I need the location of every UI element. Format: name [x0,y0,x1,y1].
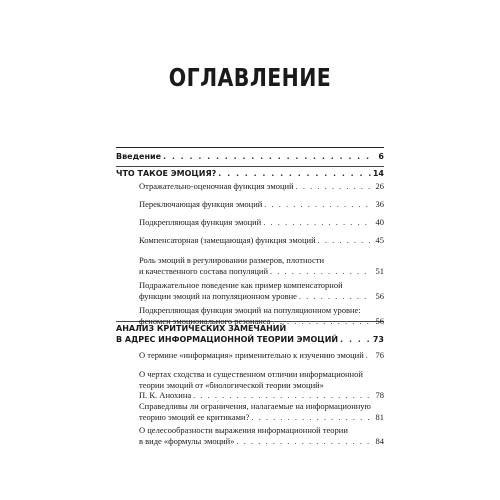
toc-entry-title-line: В АДРЕС ИНФОРМАЦИОННОЙ ТЕОРИИ ЭМОЦИЙ [116,334,339,344]
toc-entry-title-line: АНАЛИЗ КРИТИЧЕСКИХ ЗАМЕЧАНИЙ [116,324,287,333]
toc-page-number: 51 [375,265,384,276]
toc-page-number: 84 [375,435,384,446]
toc-entry[interactable] [139,425,384,446]
toc-page-number: 76 [375,350,384,360]
toc-page-number: 78 [375,390,384,401]
toc-entry-title-line: Компенсаторная (замещающая) функция эмоций [139,235,316,245]
top-rule [116,147,384,148]
toc-entry[interactable] [139,401,384,422]
toc-entry-title-line: феномен эмоционального резонанса [139,315,271,326]
section-divider [116,166,384,167]
toc-entry-title-line: в виде «формулы эмоций» [139,435,235,446]
toc-entry[interactable] [139,255,384,276]
toc-page-number: 40 [375,217,384,227]
dot-leader [218,169,371,180]
toc-entry[interactable] [139,217,384,228]
toc-entry-title-line: Подкрепляющая функция эмоций [139,217,262,227]
toc-entry[interactable] [139,280,384,301]
toc-page-number: 81 [375,411,384,422]
toc-entry[interactable] [139,305,384,326]
toc-page-number: 26 [375,181,384,191]
toc-entry-title-line: теории эмоций от «биологической теории эмоций» [139,379,324,390]
toc-entry-title-line: Подражательное поведение как пример компенсаторной [139,280,343,290]
toc-entry-title-line: О термине «информация» применительно к изучению эмоций [139,350,364,360]
toc-entry[interactable] [139,369,384,401]
toc-entry[interactable] [139,235,384,246]
dot-leader [251,412,372,423]
toc-entry-title-line: Введение [116,152,162,161]
toc-entry[interactable] [139,181,384,192]
toc-page-number: 36 [375,199,384,209]
dot-leader [163,152,372,163]
toc-entry-title-line: Отражательно-оценочная функция эмоций [139,181,294,191]
toc-entry-title-line: Подкрепляющая функция эмоций на популяционном уровне: [139,305,361,315]
dot-leader [193,390,372,401]
toc-page-number: 6 [378,152,384,161]
toc-entry-title-line: теорию эмоций ее критиками? [139,411,250,422]
dot-leader [366,350,372,361]
dot-leader [296,181,372,192]
toc-entry-title-line: и качественного состава популяций [139,265,269,276]
toc-entry-title-line: П. К. Анохина [139,390,192,401]
toc-page-number: 56 [375,315,384,326]
toc-page-number: 45 [375,235,384,245]
toc-entry[interactable] [116,324,384,345]
toc-entry-title-line: Справедливы ли ограничения, налагаемые на информационную [139,401,371,411]
dot-leader [263,217,372,228]
toc-entry-title-line: ЧТО ТАКОЕ ЭМОЦИЯ? [116,169,217,178]
dot-leader [340,335,371,346]
dot-leader [236,436,372,447]
toc-page-number: 14 [372,169,384,178]
toc-entry-title-line: Переключающая функция эмоций [139,199,263,209]
dot-leader [270,266,372,277]
toc-entry[interactable] [139,350,384,361]
toc-page-number: 56 [375,290,384,301]
toc-entry[interactable] [116,169,384,180]
dot-leader [318,235,372,246]
toc-entry[interactable] [116,152,384,163]
toc-entry-title-line: О целесообразности выражения информационной теории [139,425,348,435]
page-title: ОГЛАВЛЕНИЕ [168,63,332,92]
toc-entry-title-line: О чертах сходства и существенном отличии информационной [139,369,363,379]
dot-leader [264,199,372,210]
toc-page-number: 73 [372,334,384,344]
toc-entry-title-line: Роль эмоций в регулировании размеров, плотности [139,255,324,265]
dot-leader [299,291,372,302]
toc-entry-title-line: функции эмоций на популяционном уровне [139,290,297,301]
toc-entry[interactable] [139,199,384,210]
